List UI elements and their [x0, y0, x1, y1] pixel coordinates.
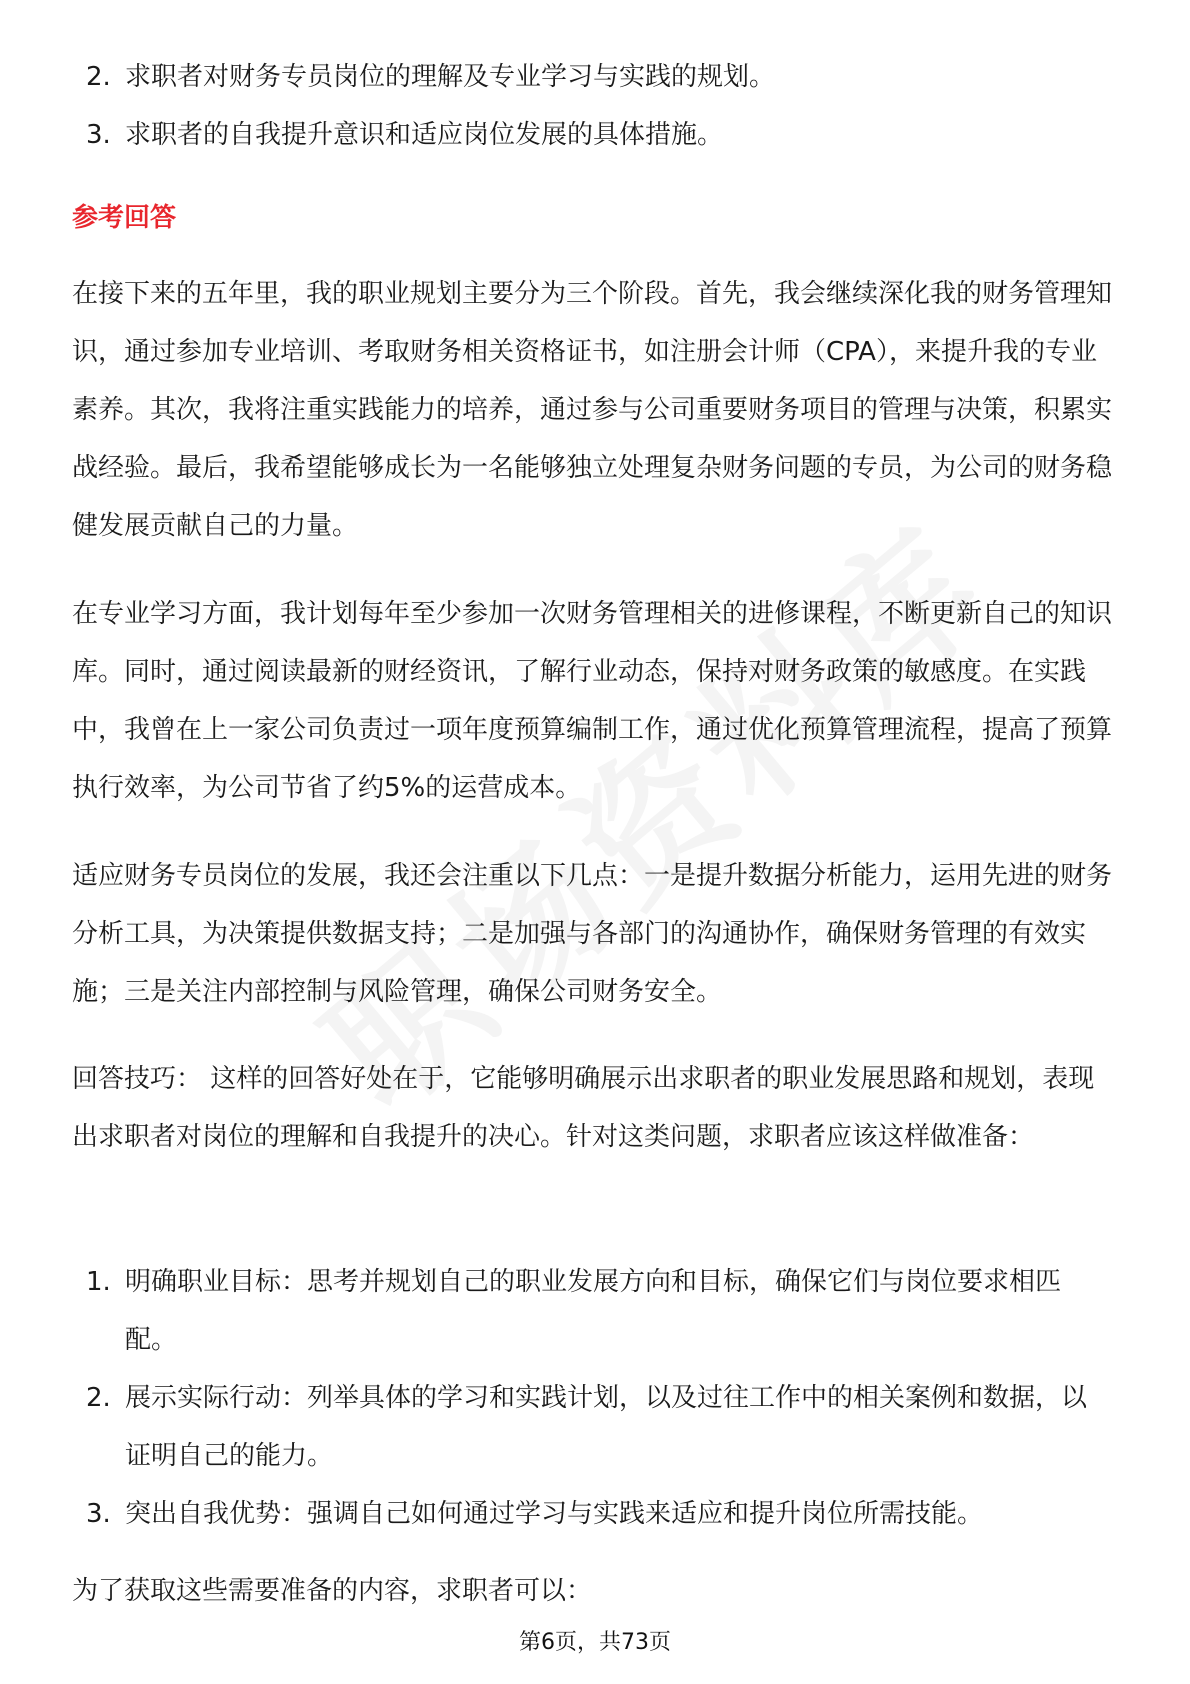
- list-text: 明确职业目标：思考并规划自己的职业发展方向和目标，确保它们与岗位要求相匹配。: [125, 1267, 1062, 1355]
- answer-paragraph-2: 在专业学习方面，我计划每年至少参加一次财务管理相关的进修课程，不断更新自己的知识库。同时，通过阅读最新的财经资讯，了解行业动态，保持对财务政策的敏感度。在实践中，我曾在上一家公司负责过一项年度预算编制工作，通过优化预算管理流程，提高了预算执行效率，为公司节省了约5%的运营成本。: [72, 599, 1113, 803]
- closing-paragraph: 为了获取这些需要准备的内容，求职者可以：: [72, 1576, 593, 1606]
- list-text: 求职者的自我提升意识和适应岗位发展的具体措施。: [125, 120, 724, 150]
- list-number: 2.: [86, 1383, 111, 1413]
- answer-tips-paragraph: 回答技巧： 这样的回答好处在于，它能够明确展示出求职者的职业发展思路和规划，表现出求职者对岗位的理解和自我提升的决心。针对这类问题，求职者应该这样做准备：: [72, 1064, 1095, 1152]
- answer-paragraph-1: 在接下来的五年里，我的职业规划主要分为三个阶段。首先，我会继续深化我的财务管理知识，通过参加专业培训、考取财务相关资格证书，如注册会计师（CPA），来提升我的专业素养。其次，我将注重实践能力的培养，通过参与公司重要财务项目的管理与决策，积累实战经验。最后，我希望能够成长为一名能够独立处理复杂财务问题的专员，为公司的财务稳健发展贡献自己的力量。: [72, 279, 1113, 541]
- list-item: [72, 1485, 1112, 1543]
- list-item: [72, 1369, 1112, 1485]
- list-item: [72, 106, 1112, 164]
- list-number: 3.: [86, 1499, 111, 1529]
- reference-answer-heading: 参考回答: [72, 203, 177, 233]
- list-number: 2.: [86, 62, 111, 92]
- list-item: [72, 1253, 1112, 1369]
- tips-list: [72, 1253, 1112, 1543]
- answer-paragraph-3: 适应财务专员岗位的发展，我还会注重以下几点：一是提升数据分析能力，运用先进的财务分析工具，为决策提供数据支持；二是加强与各部门的沟通协作，确保财务管理的有效实施；三是关注内部控制与风险管理，确保公司财务安全。: [72, 861, 1113, 1007]
- list-number: 1.: [86, 1267, 111, 1297]
- list-text: 突出自我优势：强调自己如何通过学习与实践来适应和提升岗位所需技能。: [125, 1499, 984, 1529]
- requirements-list: [72, 48, 1112, 164]
- list-number: 3.: [86, 120, 111, 150]
- list-text: 展示实际行动：列举具体的学习和实践计划，以及过往工作中的相关案例和数据，以证明自己的能力。: [125, 1383, 1088, 1471]
- list-item: [72, 48, 1112, 106]
- list-text: 求职者对财务专员岗位的理解及专业学习与实践的规划。: [125, 62, 776, 92]
- page-footer: 第6页，共73页: [519, 1630, 671, 1655]
